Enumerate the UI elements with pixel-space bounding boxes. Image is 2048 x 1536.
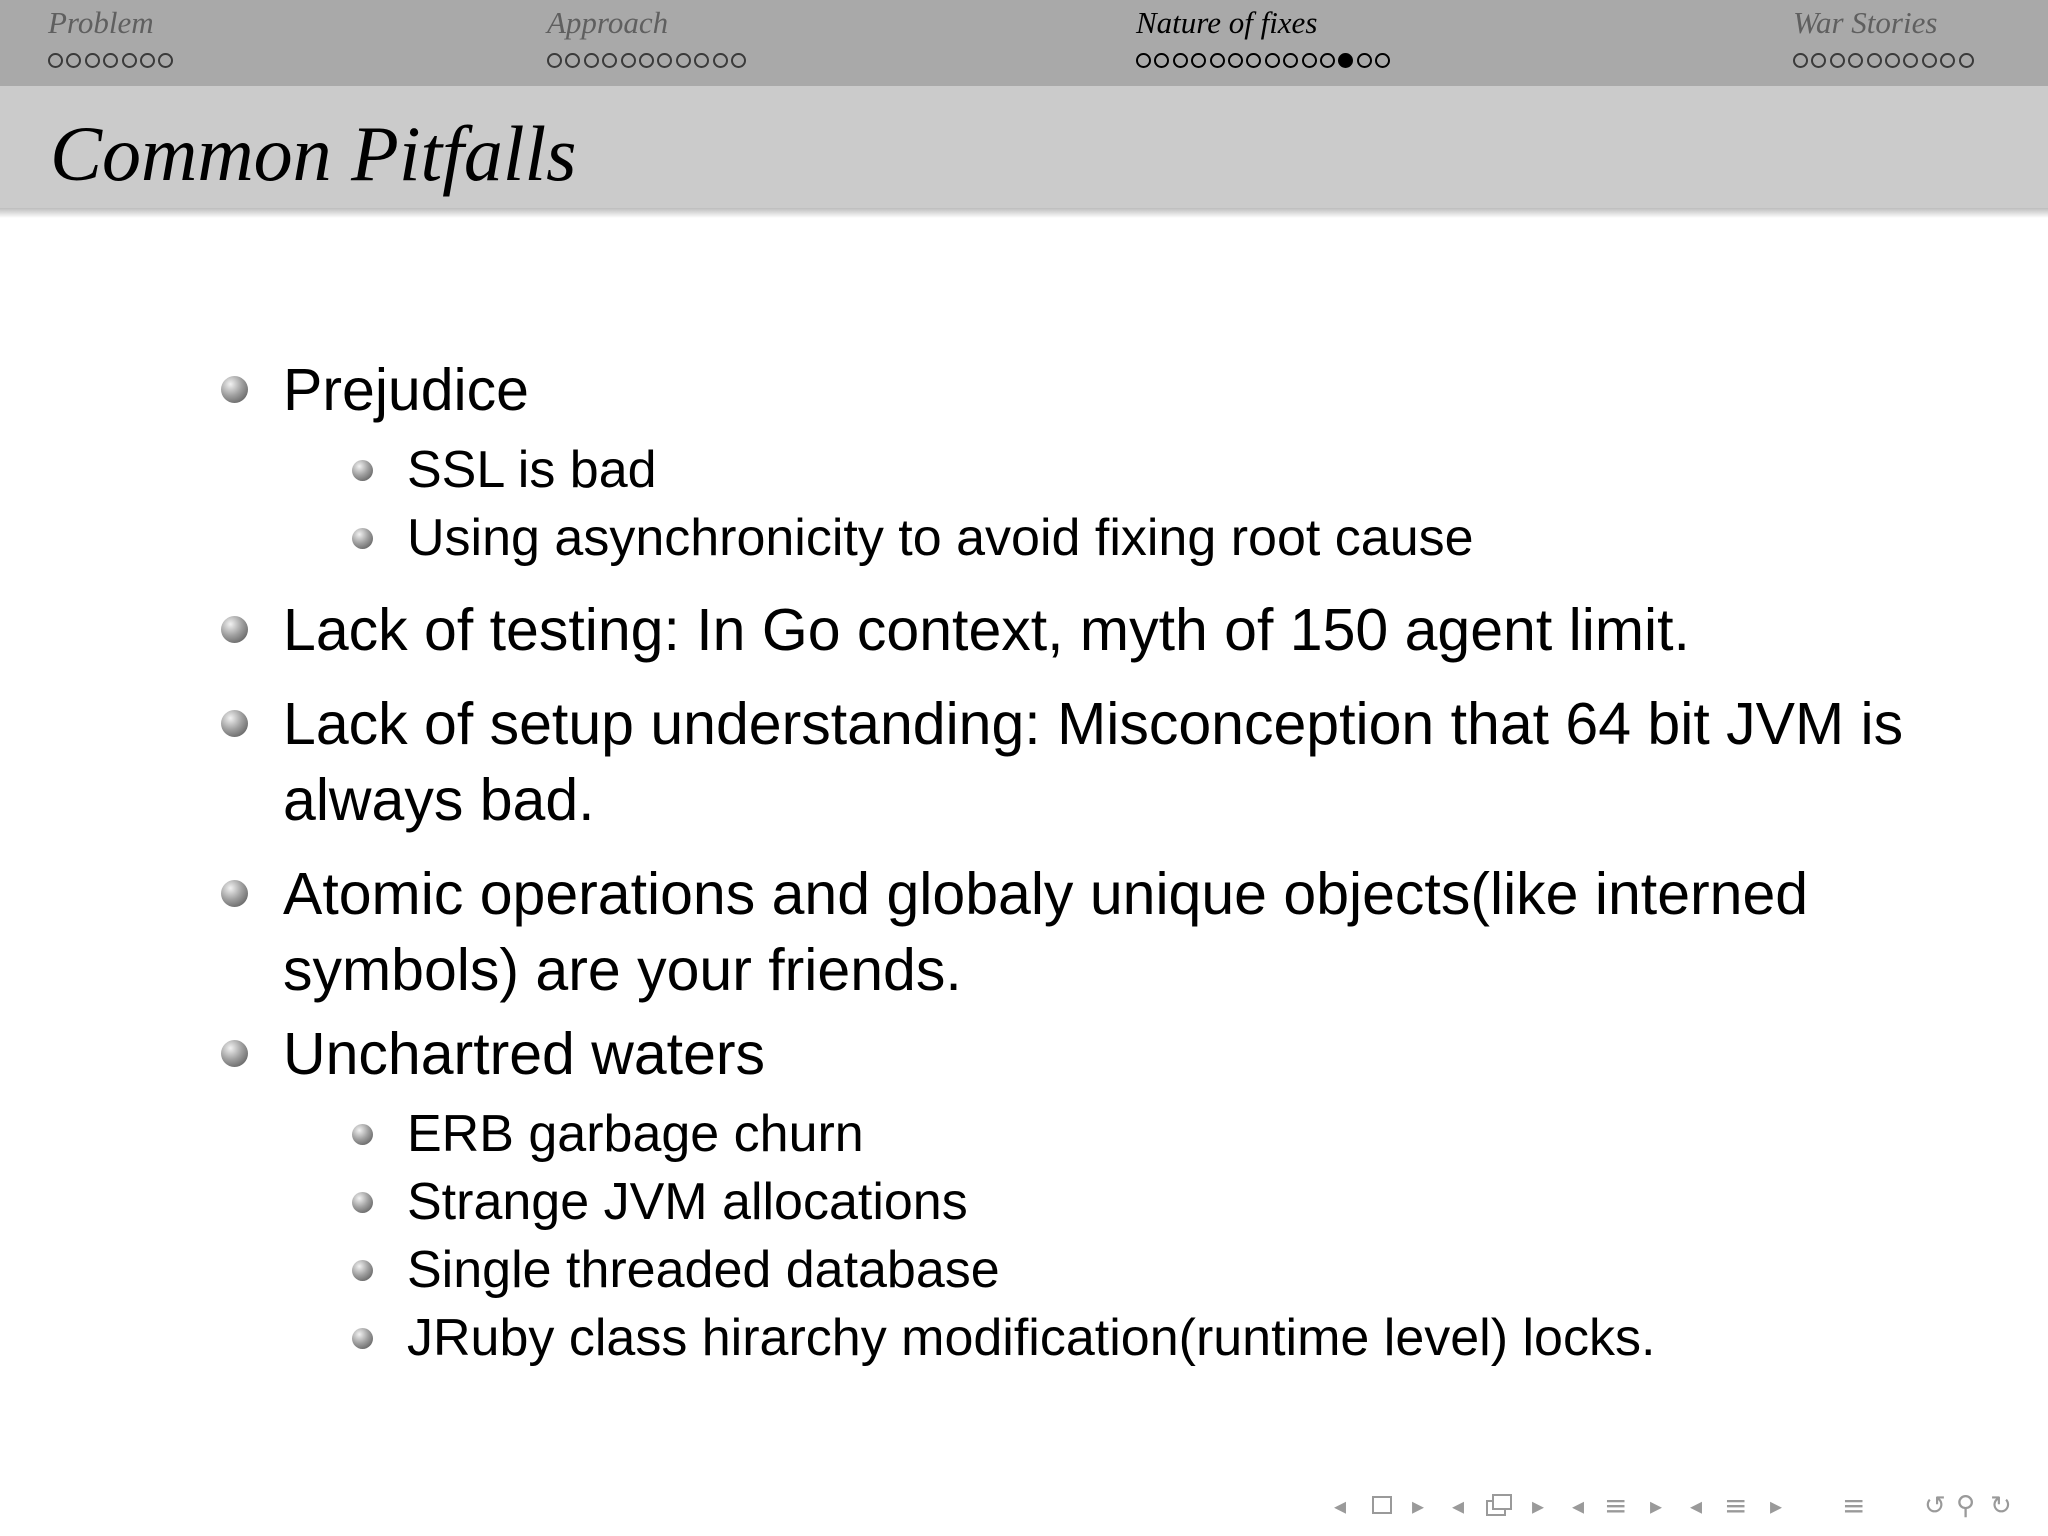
sub-bullet-item: [407, 436, 657, 504]
slide-icon[interactable]: [1372, 1496, 1392, 1514]
bullet-icon: [221, 880, 248, 907]
sub-bullet-icon: [352, 460, 373, 481]
bullet-icon: [221, 376, 248, 403]
back-icon[interactable]: ↺: [1924, 1491, 1946, 1521]
slide-title: Common Pitfalls: [50, 110, 577, 197]
sub-bullet-text: Single threaded database: [407, 1241, 1000, 1299]
bullet-text: Prejudice: [283, 357, 529, 423]
arrow-left-icon[interactable]: ◂: [1690, 1492, 1703, 1520]
arrow-right-icon[interactable]: ▸: [1770, 1492, 1783, 1520]
arrow-left-icon[interactable]: ◂: [1334, 1492, 1347, 1520]
bullet-item: [283, 1016, 1923, 1092]
bullet-icon: [221, 710, 248, 737]
sub-bullet-text: JRuby class hirarchy modification(runtime level) locks.: [407, 1309, 1656, 1367]
nav-section-title[interactable]: Nature of fixes: [1136, 5, 1318, 40]
bullet-item: [283, 352, 1923, 428]
sub-bullet-text: Using asynchronicity to avoid fixing root cause: [407, 509, 1474, 567]
bullet-text: Unchartred waters: [283, 1021, 766, 1087]
sub-bullet-text: SSL is bad: [407, 441, 657, 499]
subsection-icon[interactable]: ≡: [1604, 1489, 1628, 1522]
sub-bullet-item: [407, 504, 1474, 572]
arrow-left-icon[interactable]: ◂: [1452, 1492, 1465, 1520]
sub-bullet-icon: [352, 528, 373, 549]
bullet-item: [283, 592, 1923, 668]
sub-bullet-item: [407, 1236, 1000, 1304]
sub-bullet-item: [407, 1100, 864, 1168]
nav-section-title[interactable]: War Stories: [1793, 5, 1938, 40]
sub-bullet-text: Strange JVM allocations: [407, 1173, 968, 1231]
sub-bullet-item: [407, 1168, 968, 1236]
bullet-icon: [221, 1040, 248, 1067]
sub-bullet-text: ERB garbage churn: [407, 1105, 864, 1163]
arrow-right-icon[interactable]: ▸: [1650, 1492, 1663, 1520]
arrow-left-icon[interactable]: ◂: [1572, 1492, 1585, 1520]
bullet-item: [283, 686, 1923, 838]
sub-bullet-icon: [352, 1192, 373, 1213]
bullet-icon: [221, 616, 248, 643]
sub-bullet-icon: [352, 1260, 373, 1281]
bullet-item: [283, 856, 1923, 1008]
search-icon[interactable]: ⚲: [1956, 1491, 1976, 1521]
bullet-text: Lack of setup understanding: Misconception that 64 bit JVM is always bad.: [283, 691, 1904, 833]
frame-icon[interactable]: [1492, 1494, 1512, 1510]
nav-section-title[interactable]: Problem: [48, 5, 154, 40]
beamer-navigation-symbols: [0, 1486, 2048, 1526]
bullet-text: Lack of testing: In Go context, myth of 150 agent limit.: [283, 597, 1690, 663]
outline-icon[interactable]: ≡: [1842, 1489, 1866, 1522]
nav-section-title[interactable]: Approach: [547, 5, 669, 40]
arrow-right-icon[interactable]: ▸: [1532, 1492, 1545, 1520]
forward-icon[interactable]: ↻: [1990, 1491, 2012, 1521]
bullet-text: Atomic operations and globaly unique objects(like interned symbols) are your friends.: [283, 861, 1809, 1003]
section-icon[interactable]: ≡: [1724, 1489, 1748, 1522]
arrow-right-icon[interactable]: ▸: [1412, 1492, 1425, 1520]
sub-bullet-icon: [352, 1124, 373, 1145]
sub-bullet-icon: [352, 1328, 373, 1349]
sub-bullet-item: [407, 1304, 1655, 1372]
